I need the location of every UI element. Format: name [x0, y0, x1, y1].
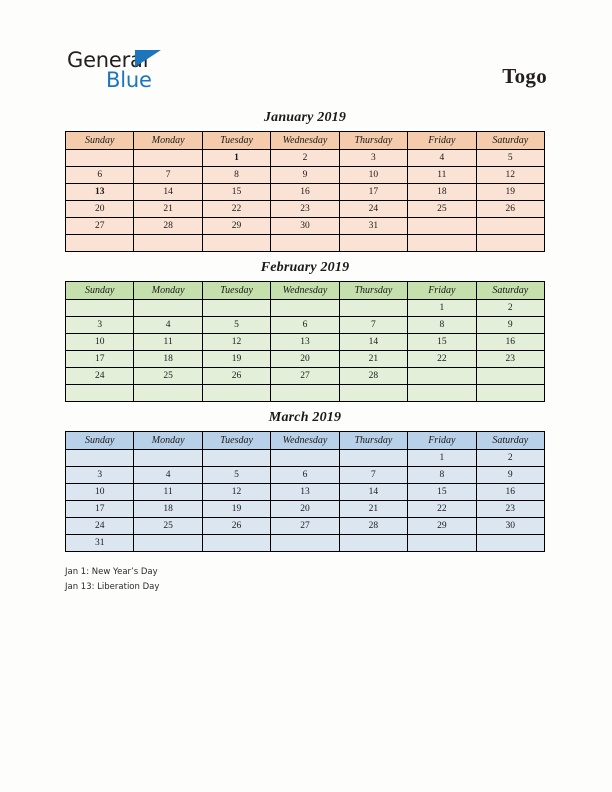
- calendar-day-cell[interactable]: 25: [134, 368, 202, 385]
- weekday-header-friday: Friday: [408, 282, 476, 300]
- month-title: February 2019: [260, 260, 350, 275]
- calendar-empty-cell: [134, 450, 202, 467]
- weekday-header-wednesday: Wednesday: [271, 132, 339, 150]
- calendar-week-row: [66, 317, 545, 334]
- calendar-day-cell[interactable]: 12: [202, 334, 270, 351]
- calendar-day-cell[interactable]: 11: [134, 484, 202, 501]
- calendar-day-cell[interactable]: 26: [202, 368, 270, 385]
- calendar-empty-cell: [476, 535, 544, 552]
- calendar-empty-cell: [408, 535, 476, 552]
- calendar-day-cell[interactable]: 2: [271, 150, 339, 167]
- calendar-week-row: [66, 501, 545, 518]
- calendar-week-row: [66, 385, 545, 402]
- calendar-day-cell[interactable]: 20: [66, 201, 134, 218]
- logo-word-general: General: [67, 48, 149, 72]
- calendar-week-row: [66, 368, 545, 385]
- calendar-day-cell[interactable]: 14: [339, 334, 407, 351]
- calendar-week-row: [66, 334, 545, 351]
- calendar-day-cell[interactable]: 28: [134, 218, 202, 235]
- calendar-empty-cell: [339, 450, 407, 467]
- calendar-empty-cell: [476, 235, 544, 252]
- calendar-day-cell[interactable]: 1: [408, 450, 476, 467]
- calendar-day-cell[interactable]: 25: [408, 201, 476, 218]
- weekday-header-thursday: Thursday: [339, 432, 407, 450]
- weekday-header-saturday: Saturday: [476, 432, 544, 450]
- calendar-day-cell[interactable]: 7: [339, 317, 407, 334]
- calendar-day-cell[interactable]: 18: [134, 501, 202, 518]
- calendar-empty-cell: [66, 150, 134, 167]
- calendar-day-cell[interactable]: 27: [271, 518, 339, 535]
- calendar-day-cell[interactable]: 22: [408, 501, 476, 518]
- calendar-day-cell[interactable]: 4: [134, 467, 202, 484]
- calendar-day-cell[interactable]: 12: [476, 167, 544, 184]
- holiday-notes: [65, 565, 465, 595]
- calendar-day-cell[interactable]: 8: [408, 467, 476, 484]
- triangle-icon: [135, 50, 161, 67]
- weekday-header-sunday: Sunday: [66, 132, 134, 150]
- calendar-day-cell[interactable]: 11: [408, 167, 476, 184]
- calendar-day-cell[interactable]: 15: [408, 334, 476, 351]
- calendar-day-cell[interactable]: 6: [66, 167, 134, 184]
- calendar-week-row: [66, 167, 545, 184]
- calendar-day-cell[interactable]: 17: [66, 501, 134, 518]
- calendar-empty-cell: [134, 535, 202, 552]
- calendar-empty-cell: [134, 385, 202, 402]
- calendar-day-cell[interactable]: 21: [134, 201, 202, 218]
- calendar-empty-cell: [66, 385, 134, 402]
- weekday-header-wednesday: Wednesday: [271, 282, 339, 300]
- weekday-header-friday: Friday: [408, 132, 476, 150]
- calendar-empty-cell: [339, 300, 407, 317]
- calendar-day-cell[interactable]: 24: [66, 518, 134, 535]
- weekday-header-monday: Monday: [134, 132, 202, 150]
- calendar-day-cell[interactable]: 24: [66, 368, 134, 385]
- calendar-week-row: [66, 484, 545, 501]
- calendar-day-cell[interactable]: 22: [202, 201, 270, 218]
- weekday-header-thursday: Thursday: [339, 132, 407, 150]
- weekday-header-sunday: Sunday: [66, 282, 134, 300]
- calendar-week-row: [66, 467, 545, 484]
- calendar-day-cell[interactable]: 29: [202, 218, 270, 235]
- month-title: March 2019: [268, 410, 342, 425]
- holiday-note: Jan 13: Liberation Day: [65, 582, 160, 592]
- calendar-day-cell[interactable]: 13: [271, 334, 339, 351]
- calendar-day-cell[interactable]: 7: [339, 467, 407, 484]
- calendar-body: [66, 450, 545, 552]
- page-title: Togo: [502, 64, 547, 88]
- calendar-day-cell[interactable]: 19: [202, 501, 270, 518]
- calendar-day-cell[interactable]: 27: [271, 368, 339, 385]
- calendar-day-cell[interactable]: 26: [476, 201, 544, 218]
- weekday-header-row: [66, 282, 545, 300]
- calendar-empty-cell: [202, 535, 270, 552]
- calendar-day-cell[interactable]: 10: [66, 334, 134, 351]
- calendar-body: [66, 300, 545, 402]
- calendar-empty-cell: [339, 235, 407, 252]
- holiday-note: Jan 1: New Year’s Day: [65, 567, 158, 577]
- calendar-day-cell[interactable]: 16: [476, 484, 544, 501]
- calendar-day-cell[interactable]: 14: [339, 484, 407, 501]
- calendar-empty-cell: [408, 218, 476, 235]
- calendar-day-cell[interactable]: 6: [271, 467, 339, 484]
- calendar-day-cell[interactable]: 31: [66, 535, 134, 552]
- calendar-day-cell[interactable]: 6: [271, 317, 339, 334]
- calendar-empty-cell: [271, 535, 339, 552]
- calendar-month-february: [65, 260, 545, 402]
- calendar-day-cell[interactable]: 11: [134, 334, 202, 351]
- calendar-empty-cell: [134, 150, 202, 167]
- calendar-day-cell[interactable]: 18: [134, 351, 202, 368]
- calendar-empty-cell: [476, 385, 544, 402]
- calendar-day-cell[interactable]: 28: [339, 518, 407, 535]
- weekday-header-tuesday: Tuesday: [202, 282, 270, 300]
- calendar-empty-cell: [66, 300, 134, 317]
- calendar-table: [65, 431, 545, 552]
- calendar-day-cell[interactable]: 2: [476, 300, 544, 317]
- weekday-header-tuesday: Tuesday: [202, 132, 270, 150]
- calendar-day-cell[interactable]: 3: [66, 317, 134, 334]
- calendar-empty-cell: [476, 218, 544, 235]
- weekday-header-monday: Monday: [134, 432, 202, 450]
- calendar-empty-cell: [408, 235, 476, 252]
- calendar-day-cell[interactable]: 28: [339, 368, 407, 385]
- calendar-day-cell[interactable]: 3: [66, 467, 134, 484]
- calendar-day-cell[interactable]: 10: [339, 167, 407, 184]
- calendar-day-cell[interactable]: 23: [476, 501, 544, 518]
- month-title: January 2019: [263, 110, 347, 125]
- calendar-day-cell[interactable]: 19: [476, 184, 544, 201]
- calendar-body: [66, 150, 545, 252]
- weekday-header-saturday: Saturday: [476, 282, 544, 300]
- calendar-empty-cell: [339, 535, 407, 552]
- page-header: [65, 48, 547, 100]
- calendar-day-cell[interactable]: 21: [339, 351, 407, 368]
- calendar-day-cell[interactable]: 1: [202, 150, 270, 167]
- calendar-day-cell[interactable]: 21: [339, 501, 407, 518]
- calendar-empty-cell: [66, 235, 134, 252]
- calendar-empty-cell: [476, 368, 544, 385]
- calendar-day-cell[interactable]: 12: [202, 484, 270, 501]
- calendar-day-cell[interactable]: 22: [408, 351, 476, 368]
- calendar-day-cell[interactable]: 30: [271, 218, 339, 235]
- calendar-week-row: [66, 150, 545, 167]
- calendar-week-row: [66, 300, 545, 317]
- weekday-header-tuesday: Tuesday: [202, 432, 270, 450]
- calendar-empty-cell: [271, 300, 339, 317]
- weekday-header-row: [66, 132, 545, 150]
- calendar-day-cell[interactable]: 17: [66, 351, 134, 368]
- calendar-day-cell[interactable]: 15: [202, 184, 270, 201]
- calendar-day-cell[interactable]: 5: [476, 150, 544, 167]
- weekday-header-monday: Monday: [134, 282, 202, 300]
- calendar-day-cell[interactable]: 24: [339, 201, 407, 218]
- calendar-week-row: [66, 351, 545, 368]
- weekday-header-thursday: Thursday: [339, 282, 407, 300]
- calendar-empty-cell: [134, 300, 202, 317]
- calendar-empty-cell: [408, 368, 476, 385]
- calendar-day-cell[interactable]: 20: [271, 351, 339, 368]
- weekday-header-saturday: Saturday: [476, 132, 544, 150]
- weekday-header-friday: Friday: [408, 432, 476, 450]
- logo-word-blue: Blue: [106, 68, 152, 92]
- calendar-month-january: [65, 110, 545, 252]
- calendar-table: [65, 281, 545, 402]
- calendar-day-cell[interactable]: 16: [271, 184, 339, 201]
- calendar-empty-cell: [202, 385, 270, 402]
- calendar-empty-cell: [271, 235, 339, 252]
- calendar-week-row: [66, 184, 545, 201]
- calendar-day-cell[interactable]: 19: [202, 351, 270, 368]
- calendar-empty-cell: [202, 450, 270, 467]
- calendar-day-cell[interactable]: 9: [476, 317, 544, 334]
- calendar-day-cell[interactable]: 10: [66, 484, 134, 501]
- calendar-day-cell[interactable]: 15: [408, 484, 476, 501]
- calendar-week-row: [66, 518, 545, 535]
- calendar-empty-cell: [134, 235, 202, 252]
- calendar-week-row: [66, 535, 545, 552]
- calendar-empty-cell: [271, 385, 339, 402]
- weekday-header-wednesday: Wednesday: [271, 432, 339, 450]
- calendar-day-cell[interactable]: 5: [202, 317, 270, 334]
- calendar-empty-cell: [202, 300, 270, 317]
- calendar-day-cell[interactable]: 26: [202, 518, 270, 535]
- calendar-day-cell[interactable]: 13: [271, 484, 339, 501]
- weekday-header-row: [66, 432, 545, 450]
- calendar-week-row: [66, 450, 545, 467]
- calendar-day-cell[interactable]: 1: [408, 300, 476, 317]
- calendar-day-cell[interactable]: 16: [476, 334, 544, 351]
- calendar-day-cell[interactable]: 13: [66, 184, 134, 201]
- calendar-day-cell[interactable]: 27: [66, 218, 134, 235]
- calendar-day-cell[interactable]: 18: [408, 184, 476, 201]
- calendar-empty-cell: [202, 235, 270, 252]
- calendar-day-cell[interactable]: 8: [202, 167, 270, 184]
- calendar-day-cell[interactable]: 9: [476, 467, 544, 484]
- calendar-day-cell[interactable]: 2: [476, 450, 544, 467]
- calendar-table: [65, 131, 545, 252]
- calendar-day-cell[interactable]: 17: [339, 184, 407, 201]
- calendar-empty-cell: [66, 450, 134, 467]
- general-blue-logo[interactable]: [65, 48, 265, 100]
- calendar-day-cell[interactable]: 8: [408, 317, 476, 334]
- calendar-week-row: [66, 201, 545, 218]
- calendar-day-cell[interactable]: 29: [408, 518, 476, 535]
- calendar-empty-cell: [271, 450, 339, 467]
- calendar-day-cell[interactable]: 25: [134, 518, 202, 535]
- calendar-week-row: [66, 235, 545, 252]
- calendar-day-cell[interactable]: 14: [134, 184, 202, 201]
- calendar-day-cell[interactable]: 9: [271, 167, 339, 184]
- calendar-day-cell[interactable]: 31: [339, 218, 407, 235]
- calendar-month-march: [65, 410, 545, 552]
- calendar-day-cell[interactable]: 4: [408, 150, 476, 167]
- weekday-header-sunday: Sunday: [66, 432, 134, 450]
- calendar-day-cell[interactable]: 7: [134, 167, 202, 184]
- calendar-day-cell[interactable]: 20: [271, 501, 339, 518]
- calendar-day-cell[interactable]: 3: [339, 150, 407, 167]
- calendar-day-cell[interactable]: 23: [476, 351, 544, 368]
- calendar-empty-cell: [339, 385, 407, 402]
- calendar-week-row: [66, 218, 545, 235]
- calendar-day-cell[interactable]: 4: [134, 317, 202, 334]
- calendar-empty-cell: [408, 385, 476, 402]
- calendar-day-cell[interactable]: 5: [202, 467, 270, 484]
- calendar-day-cell[interactable]: 30: [476, 518, 544, 535]
- calendar-day-cell[interactable]: 23: [271, 201, 339, 218]
